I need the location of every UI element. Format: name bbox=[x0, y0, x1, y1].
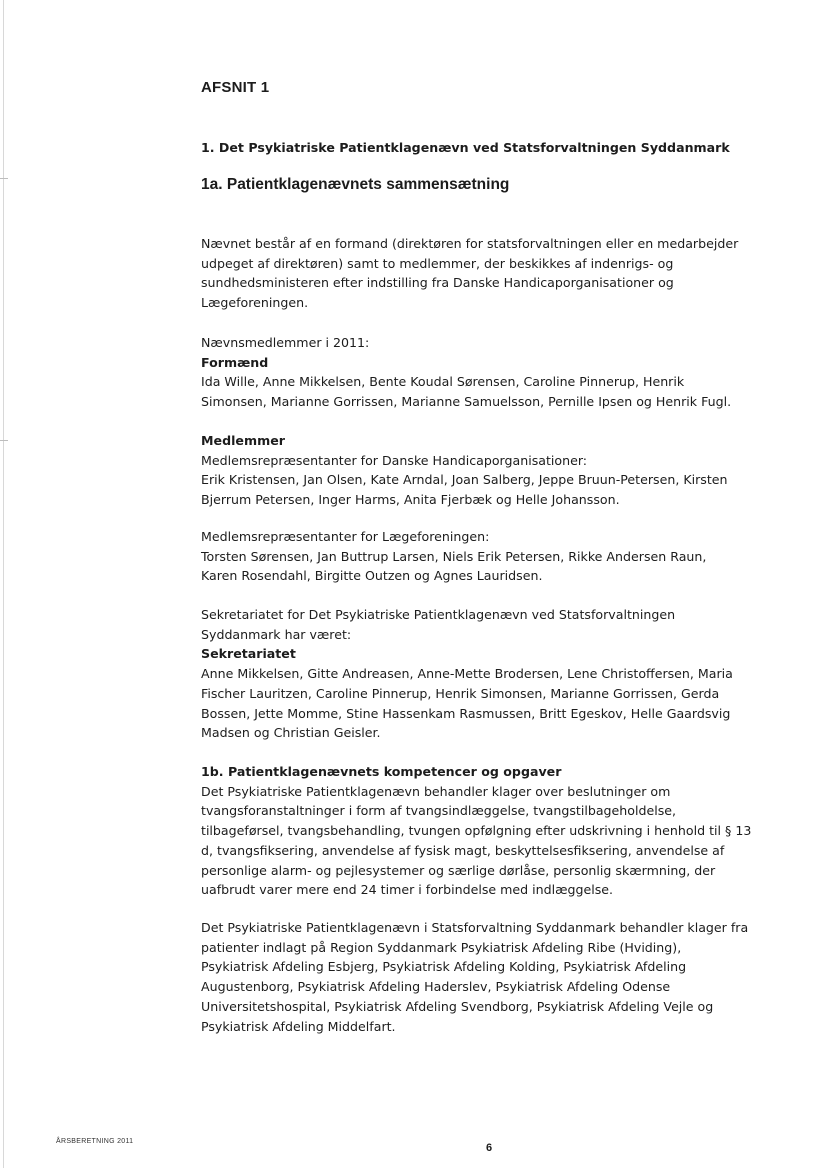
formaend-label: Formænd bbox=[201, 354, 269, 370]
text-line: Augustenborg, Psykiatrisk Afdeling Haderslev, Psykiatrisk Afdeling Odense bbox=[201, 979, 671, 995]
text-line: tvangsforanstaltninger i form af tvangsindlæggelse, tvangstilbageholdelse, bbox=[201, 803, 677, 819]
section-title: AFSNIT 1 bbox=[201, 79, 270, 96]
chapter-heading: 1. Det Psykiatriske Patientklagenævn ved Statsforvaltningen Syddanmark bbox=[201, 140, 730, 155]
scan-margin-mark bbox=[0, 440, 8, 441]
text-line: Sekretariatet for Det Psykiatriske Patientklagenævn ved Statsforvaltningen bbox=[201, 607, 676, 622]
intro-paragraph bbox=[201, 234, 761, 313]
scan-margin-mark bbox=[0, 178, 8, 179]
text-line: udpeget af direktøren) samt to medlemmer, der beskikkes af indenrigs- og bbox=[201, 255, 674, 271]
text-line: Bossen, Jette Momme, Stine Hassenkam Rasmussen, Britt Egeskov, Helle Gaardsvig bbox=[201, 705, 731, 721]
text-line: tilbageførsel, tvangsbehandling, tvungen opfølgning efter udskrivning i henhold til § 13 bbox=[201, 823, 752, 839]
footer-label: ÅRSBERETNING 2011 bbox=[56, 1138, 134, 1145]
region-paragraph bbox=[201, 918, 761, 1036]
text-line: patienter indlagt på Region Syddanmark Psykiatrisk Afdeling Ribe (Hviding), bbox=[201, 939, 682, 955]
text-line: Lægeforeningen. bbox=[201, 295, 309, 311]
text-line: Simonsen, Marianne Gorrissen, Marianne Samuelsson, Pernille Ipsen og Henrik Fugl. bbox=[201, 394, 732, 410]
medlemmer-label: Medlemmer bbox=[201, 433, 285, 448]
competence-paragraph bbox=[201, 762, 761, 900]
text-line: Anne Mikkelsen, Gitte Andreasen, Anne-Mette Brodersen, Lene Christoffersen, Maria bbox=[201, 666, 733, 682]
text-line: d, tvangsfiksering, anvendelse af fysisk magt, beskyttelsesfiksering, anvendelse af bbox=[201, 842, 725, 858]
text-line: Det Psykiatriske Patientklagenævn i Statsforvaltning Syddanmark behandler klager fra bbox=[201, 920, 749, 935]
sekretariat-paragraph bbox=[201, 605, 761, 743]
laegeforeningen-paragraph bbox=[201, 527, 761, 586]
formaend-paragraph bbox=[201, 333, 761, 412]
text-line: Medlemsrepræsentanter for Lægeforeningen: bbox=[201, 529, 490, 544]
text-line: Nævnet består af en formand (direktøren for statsforvaltningen eller en medarbejder bbox=[201, 236, 739, 251]
members-intro: Nævnsmedlemmer i 2011: bbox=[201, 335, 370, 350]
text-line: Syddanmark har været: bbox=[201, 626, 352, 642]
page-number: 6 bbox=[486, 1142, 493, 1154]
scan-edge-line bbox=[3, 0, 4, 1168]
medlemmer-paragraph bbox=[201, 431, 761, 510]
text-line: Psykiatrisk Afdeling Esbjerg, Psykiatrisk Afdeling Kolding, Psykiatrisk Afdeling bbox=[201, 959, 687, 975]
text-line: sundhedsministeren efter indstilling fra Danske Handicaporganisationer og bbox=[201, 275, 674, 291]
text-line: uafbrudt varer mere end 24 timer i forbindelse med indlæggelse. bbox=[201, 882, 614, 898]
text-line: Medlemsrepræsentanter for Danske Handicaporganisationer: bbox=[201, 452, 588, 468]
subsection-heading-1a: 1a. Patientklagenævnets sammensætning bbox=[201, 176, 510, 193]
text-line: Erik Kristensen, Jan Olsen, Kate Arndal, Joan Salberg, Jeppe Bruun-Petersen, Kirsten bbox=[201, 472, 728, 488]
text-line: Torsten Sørensen, Jan Buttrup Larsen, Niels Erik Petersen, Rikke Andersen Raun, bbox=[201, 548, 707, 564]
text-line: Psykiatrisk Afdeling Middelfart. bbox=[201, 1018, 396, 1034]
text-line: Karen Rosendahl, Birgitte Outzen og Agnes Lauridsen. bbox=[201, 568, 543, 584]
subsection-heading-1b: 1b. Patientklagenævnets kompetencer og opgaver bbox=[201, 764, 562, 779]
text-line: Ida Wille, Anne Mikkelsen, Bente Koudal Sørensen, Caroline Pinnerup, Henrik bbox=[201, 374, 685, 390]
text-line: Fischer Lauritzen, Caroline Pinnerup, Henrik Simonsen, Marianne Gorrissen, Gerda bbox=[201, 685, 720, 701]
text-line: Madsen og Christian Geisler. bbox=[201, 725, 381, 741]
text-line: Det Psykiatriske Patientklagenævn behandler klager over beslutninger om bbox=[201, 783, 671, 799]
text-line: Bjerrum Petersen, Inger Harms, Anita Fjerbæk og Helle Johansson. bbox=[201, 492, 620, 508]
text-line: personlige alarm- og pejlesystemer og særlige dørlåse, personlig skærmning, der bbox=[201, 862, 716, 878]
text-line: Universitetshospital, Psykiatrisk Afdeling Svendborg, Psykiatrisk Afdeling Vejle og bbox=[201, 998, 714, 1014]
sekretariat-label: Sekretariatet bbox=[201, 646, 296, 662]
